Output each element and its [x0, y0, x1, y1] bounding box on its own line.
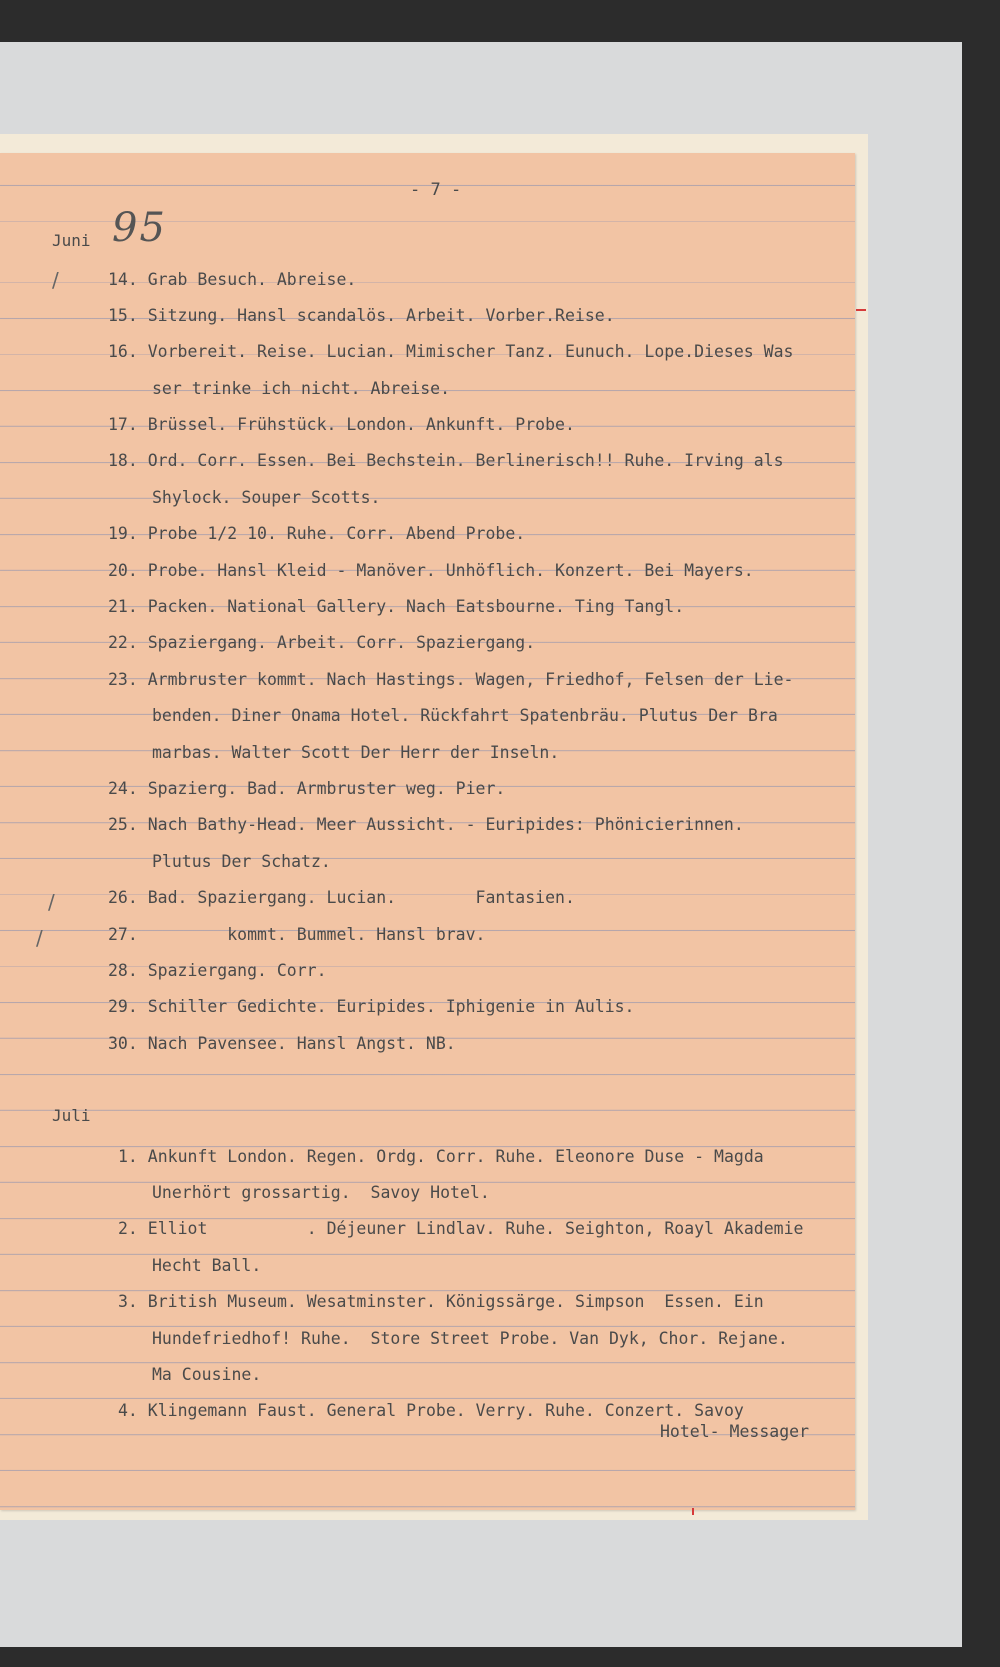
diary-entry: 22. Spaziergang. Arbeit. Corr. Spaziergang.	[108, 633, 536, 652]
diary-entry: 14. Grab Besuch. Abreise.	[108, 270, 357, 289]
margin-tick-mark: /	[36, 926, 43, 950]
diary-entry-continuation: marbas. Walter Scott Der Herr der Inseln.	[152, 743, 560, 762]
diary-entry: 3. British Museum. Wesatminster. Königssärge. Simpson Essen. Ein	[118, 1292, 764, 1311]
diary-entry-continuation: Hecht Ball.	[152, 1256, 262, 1275]
diary-entry: 23. Armbruster kommt. Nach Hastings. Wagen, Friedhof, Felsen der Lie-	[108, 670, 794, 689]
diary-entry: 24. Spazierg. Bad. Armbruster weg. Pier.	[108, 779, 506, 798]
diary-entry-continuation: Hotel- Messager	[660, 1422, 810, 1441]
diary-entry: 19. Probe 1/2 10. Ruhe. Corr. Abend Probe.	[108, 524, 526, 543]
diary-entry-continuation: Shylock. Souper Scotts.	[152, 488, 381, 507]
red-margin-mark	[856, 309, 866, 311]
diary-entry-continuation: Unerhört grossartig. Savoy Hotel.	[152, 1183, 490, 1202]
diary-entry: 27. kommt. Bummel. Hansl brav.	[108, 925, 486, 944]
month-juni: Juni	[52, 231, 91, 250]
diary-entry: 28. Spaziergang. Corr.	[108, 961, 327, 980]
diary-entry: 15. Sitzung. Hansl scandalös. Arbeit. Vorber.Reise.	[108, 306, 615, 325]
diary-entry: 26. Bad. Spaziergang. Lucian. Fantasien.	[108, 888, 575, 907]
diary-entry: 18. Ord. Corr. Essen. Bei Bechstein. Berlinerisch!! Ruhe. Irving als	[108, 451, 784, 470]
diary-entry-continuation: ser trinke ich nicht. Abreise.	[152, 379, 451, 398]
handwritten-year: 95	[112, 205, 167, 251]
diary-entry: 21. Packen. National Gallery. Nach Eatsbourne. Ting Tangl.	[108, 597, 685, 616]
margin-tick-mark: /	[48, 890, 55, 914]
diary-entry-continuation: benden. Diner Onama Hotel. Rückfahrt Spatenbräu. Plutus Der Bra	[152, 706, 778, 725]
diary-entry: 20. Probe. Hansl Kleid - Manöver. Unhöflich. Konzert. Bei Mayers.	[108, 561, 754, 580]
diary-entry: 25. Nach Bathy-Head. Meer Aussicht. - Euripides: Phönicierinnen.	[108, 815, 744, 834]
month-juli: Juli	[52, 1106, 91, 1125]
diary-entry-continuation: Plutus Der Schatz.	[152, 852, 331, 871]
diary-entry-continuation: Ma Cousine.	[152, 1365, 262, 1384]
diary-entry: 2. Elliot . Déjeuner Lindlav. Ruhe. Seighton, Roayl Akademie	[118, 1219, 804, 1238]
diary-entry-continuation: Hundefriedhof! Ruhe. Store Street Probe. Van Dyk, Chor. Rejane.	[152, 1329, 788, 1348]
red-bottom-mark	[692, 1508, 694, 1515]
diary-entry: 4. Klingemann Faust. General Probe. Verry. Ruhe. Conzert. Savoy	[118, 1401, 744, 1420]
diary-entry: 16. Vorbereit. Reise. Lucian. Mimischer Tanz. Eunuch. Lope.Dieses Was	[108, 342, 794, 361]
page-number: - 7 -	[410, 180, 462, 200]
diary-entry: 29. Schiller Gedichte. Euripides. Iphigenie in Aulis.	[108, 997, 635, 1016]
diary-entry: 30. Nach Pavensee. Hansl Angst. NB.	[108, 1034, 456, 1053]
margin-tick-mark: /	[52, 268, 59, 292]
diary-entry: 1. Ankunft London. Regen. Ordg. Corr. Ruhe. Eleonore Duse - Magda	[118, 1147, 764, 1166]
diary-entry: 17. Brüssel. Frühstück. London. Ankunft. Probe.	[108, 415, 575, 434]
